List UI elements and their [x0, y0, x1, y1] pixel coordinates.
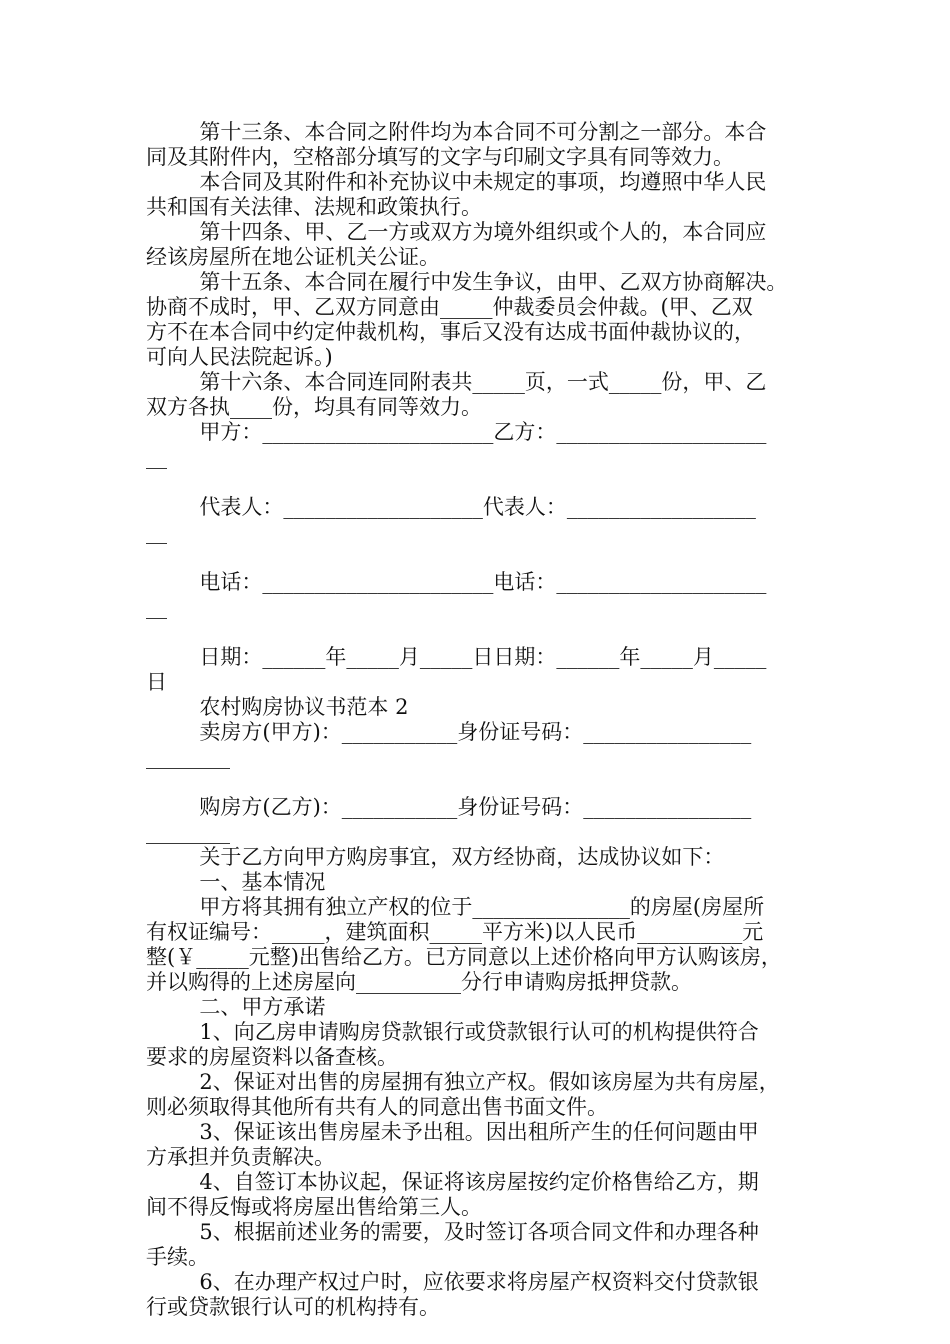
text-line: 同及其附件内，空格部分填写的文字与印刷文字具有同等效力。 [146, 145, 734, 169]
signature-line: 电话：______________________电话：____________________ [146, 570, 767, 594]
blank-line [146, 470, 810, 495]
heading: 一、基本情况 [146, 870, 326, 894]
text-line: 第十三条、本合同之附件均为本合同不可分割之一部分。本合 [146, 120, 767, 144]
text-line: 方不在本合同中约定仲裁机构，事后又没有达成书面仲裁协议的， [146, 320, 755, 344]
text-line: 有权证编号：_____，建筑面积_____平方米)以人民币__________元 [146, 920, 764, 944]
text-line: 双方各执____份，均具有同等效力。 [146, 395, 482, 419]
heading: 二、甲方承诺 [146, 995, 326, 1019]
text-line: 甲方将其拥有独立产权的位于_______________的房屋(房屋所 [146, 895, 765, 919]
form-line: 卖房方(甲方)：___________身份证号码：________________ [146, 720, 752, 744]
text-line: 则必须取得其他所有共有人的同意出售书面文件。 [146, 1095, 608, 1119]
text-line: 1、向乙房申请购房贷款银行或贷款银行认可的机构提供符合 [146, 1020, 759, 1044]
text-line: 第十五条、本合同在履行中发生争议，由甲、乙双方协商解决。 [146, 270, 788, 294]
text-line: 2、保证对出售的房屋拥有独立产权。假如该房屋为共有房屋， [146, 1070, 780, 1094]
signature-line-wrap: __ [146, 445, 167, 469]
text-line: 3、保证该出售房屋未予出租。因出租所产生的任何问题由甲 [146, 1120, 759, 1144]
text-line: 方承担并负责解决。 [146, 1145, 335, 1169]
blank-line [146, 770, 810, 795]
text-line: 6、在办理产权过户时，应依要求将房屋产权资料交付贷款银 [146, 1270, 759, 1294]
text-line: 并以购得的上述房屋向__________分行申请购房抵押贷款。 [146, 970, 692, 994]
text-line: 间不得反悔或将房屋出售给第三人。 [146, 1195, 482, 1219]
text-line: 本合同及其附件和补充协议中未规定的事项，均遵照中华人民 [146, 170, 767, 194]
signature-line-wrap: __ [146, 595, 167, 619]
blank-line [146, 545, 810, 570]
text-line: 要求的房屋资料以备查核。 [146, 1045, 398, 1069]
text-line: 共和国有关法律、法规和政策执行。 [146, 195, 482, 219]
text-line: 协商不成时，甲、乙双方同意由_____仲裁委员会仲裁。(甲、乙双 [146, 295, 753, 319]
signature-line: 代表人：___________________代表人：__________________ [146, 495, 756, 519]
text-line: 可向人民法院起诉。) [146, 345, 333, 369]
signature-line-wrap: 日 [146, 670, 167, 694]
signature-line: 日期：______年_____月_____日日期：______年_____月_____ [146, 645, 767, 669]
blank-line [146, 620, 810, 645]
form-line-wrap: ________ [146, 820, 230, 844]
form-line-wrap: ________ [146, 745, 230, 769]
signature-line-wrap: __ [146, 520, 167, 544]
text-line: 经该房屋所在地公证机关公证。 [146, 245, 440, 269]
document-body [146, 120, 810, 1320]
signature-line: 甲方：______________________乙方：____________________ [146, 420, 767, 444]
text-line: 5、根据前述业务的需要，及时签订各项合同文件和办理各种 [146, 1220, 759, 1244]
form-line: 购房方(乙方)：___________身份证号码：________________ [146, 795, 752, 819]
text-line: 第十六条、本合同连同附表共_____页，一式_____份，甲、乙 [146, 370, 767, 394]
section-title: 农村购房协议书范本 2 [146, 695, 409, 719]
text-line: 行或贷款银行认可的机构持有。 [146, 1295, 440, 1319]
text-line: 整(￥_____元整)出售给乙方。已方同意以上述价格向甲方认购该房， [146, 945, 782, 969]
text-line: 关于乙方向甲方购房事宜，双方经协商，达成协议如下： [146, 845, 725, 869]
text-line: 4、自签订本协议起，保证将该房屋按约定价格售给乙方，期 [146, 1170, 759, 1194]
text-line: 手续。 [146, 1245, 209, 1269]
text-line: 第十四条、甲、乙一方或双方为境外组织或个人的，本合同应 [146, 220, 767, 244]
